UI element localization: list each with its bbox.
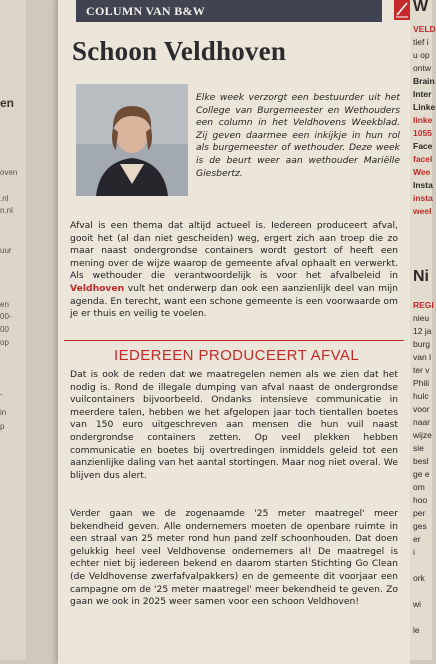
- right-fragment: tief i: [413, 37, 429, 47]
- left-fragment: 00-: [0, 312, 12, 321]
- right-page-fragment: [410, 0, 436, 660]
- left-fragment: 00: [0, 325, 9, 334]
- right-fragment: nieu: [413, 313, 430, 323]
- right-fragment: per: [413, 508, 426, 518]
- right-fragment: er: [413, 534, 421, 544]
- right-fragment: ges: [413, 521, 427, 531]
- right-fragment: sie: [413, 443, 424, 453]
- right-fragment: wijze: [413, 430, 432, 440]
- left-fragment: uur: [0, 246, 12, 255]
- left-fragment: en: [0, 300, 9, 309]
- left-fragment: en: [0, 96, 15, 110]
- right-fragment: burg: [413, 339, 431, 349]
- section-label: COLUMN VAN B&W: [76, 0, 382, 22]
- right-fragment: Linke: [413, 102, 436, 112]
- right-fragment: i: [413, 547, 415, 557]
- right-fragment: besl: [413, 456, 429, 466]
- right-fragment: facel: [413, 154, 433, 164]
- right-fragment: ork: [413, 573, 425, 583]
- right-fragment: naar: [413, 417, 431, 427]
- right-fragment: Insta: [413, 180, 433, 190]
- right-fragment: weel: [413, 206, 432, 216]
- left-fragment: p: [0, 422, 5, 431]
- paragraph-3: Verder gaan we de zogenaamde '25 meter maatregel' meer bekendheid geven. Alle ondernemers moeten de openbare ruimte in een straal van 25 meter rond hun pand zelf schoonhouden. Dat doen gelukkig heel veel Veldhovense ondernemers al! De maatregel is echter niet bij iedereen bekend en daarom starten Stichting Go Clean (de Veldhovense zwerfafvalpakkers) en de gemeente dit voorjaar een campagne om de '25 meter maatregel' meer bekendheid te geven. Zo gaan we ook in 2025 weer samen voor een schoon Veldhoven!: [70, 508, 398, 608]
- paragraph-1: [70, 220, 398, 321]
- right-fragment: Brain: [413, 76, 435, 86]
- right-fragment: REGI: [413, 300, 434, 310]
- right-fragment: ter v: [413, 365, 430, 375]
- right-fragment: hoo: [413, 495, 428, 505]
- right-fragment: insta: [413, 193, 433, 203]
- left-fragment: -: [0, 390, 3, 399]
- page-title: Schoon Veldhoven: [72, 36, 287, 66]
- pen-icon: [394, 0, 410, 20]
- right-fragment: le: [413, 625, 420, 635]
- left-page-fragment: [0, 0, 26, 660]
- right-fragment: 1055: [413, 128, 432, 138]
- right-fragment-heading: W: [413, 0, 429, 15]
- right-fragment: u op: [413, 50, 430, 60]
- right-fragment: Face: [413, 141, 433, 151]
- left-fragment: in: [0, 408, 7, 417]
- right-fragment: om: [413, 482, 425, 492]
- section-divider: [64, 340, 404, 341]
- author-portrait: [76, 84, 188, 196]
- right-fragment: Inter: [413, 89, 432, 99]
- right-fragment: hulc: [413, 391, 429, 401]
- newspaper-page: [58, 0, 410, 664]
- right-fragment: linke: [413, 115, 433, 125]
- right-fragment: Wee: [413, 167, 431, 177]
- right-fragment: wi: [413, 599, 422, 609]
- highlight-veldhoven: Veldhoven: [70, 282, 125, 294]
- right-fragment: 12 ja: [413, 326, 432, 336]
- left-fragment: oven: [0, 168, 18, 177]
- left-fragment: .nl: [0, 194, 9, 203]
- right-fragment: ontw: [413, 63, 431, 73]
- right-fragment: voor: [413, 404, 430, 414]
- right-fragment-heading: Ni: [413, 268, 429, 285]
- subheading: IEDEREEN PRODUCEERT AFVAL: [114, 347, 360, 364]
- paragraph-1-text-end: vult het onderwerp dan ook een aanzienlijk deel van mijn agenda. En terecht, want een schone gemeente is een voorwaarde om je er thuis en veilig te voelen.: [70, 282, 398, 320]
- right-fragment: VELD: [413, 24, 436, 34]
- paragraph-1-text: Afval is een thema dat altijd actueel is. Iedereen produceert afval, gooit het (al dan niet gescheiden) weg, ergert zich aan troep die zo maar naast ondergrondse containers wordt gestort of heeft een mening over de wijze waarop de gemeente afval ophaalt en verwerkt. Als wethouder die verantwoordelijk is voor het afvalbeleid in: [70, 220, 398, 282]
- right-fragment: van l: [413, 352, 431, 362]
- right-fragment: Phili: [413, 378, 430, 388]
- left-fragment: op: [0, 338, 9, 347]
- column-intro: Elke week verzorgt een bestuurder uit het College van Burgemeester en Wethouders een column in het Veldhovens Weekblad. Zij geven daarmee een inkijkje in hun rol als burgemeester of wethouder. Deze week is de beurt weer aan wethouder Mariëlle Giesbertz.: [196, 92, 400, 179]
- right-fragment: ge e: [413, 469, 430, 479]
- paragraph-2: Dat is ook de reden dat we maatregelen nemen als we zien dat het nodig is. Rond de illegale dumping van afval naast de ondergrondse vuilcontainers bijvoorbeeld. Ondanks intensieve communicatie in meerdere talen, hebben we het afgelopen jaar toch tientallen boetes van 150 euro uitgeschreven aan mensen die hun vuil naast ondergrondse containers zetten. Op veel plekken hebben communicatie en boetes bij overtredingen inmiddels geleid tot een aanzienlijke daling van het aantal stortingen. Maar nog niet overal. We blijven dus alert.: [70, 369, 398, 481]
- left-fragment: n.nl: [0, 206, 13, 215]
